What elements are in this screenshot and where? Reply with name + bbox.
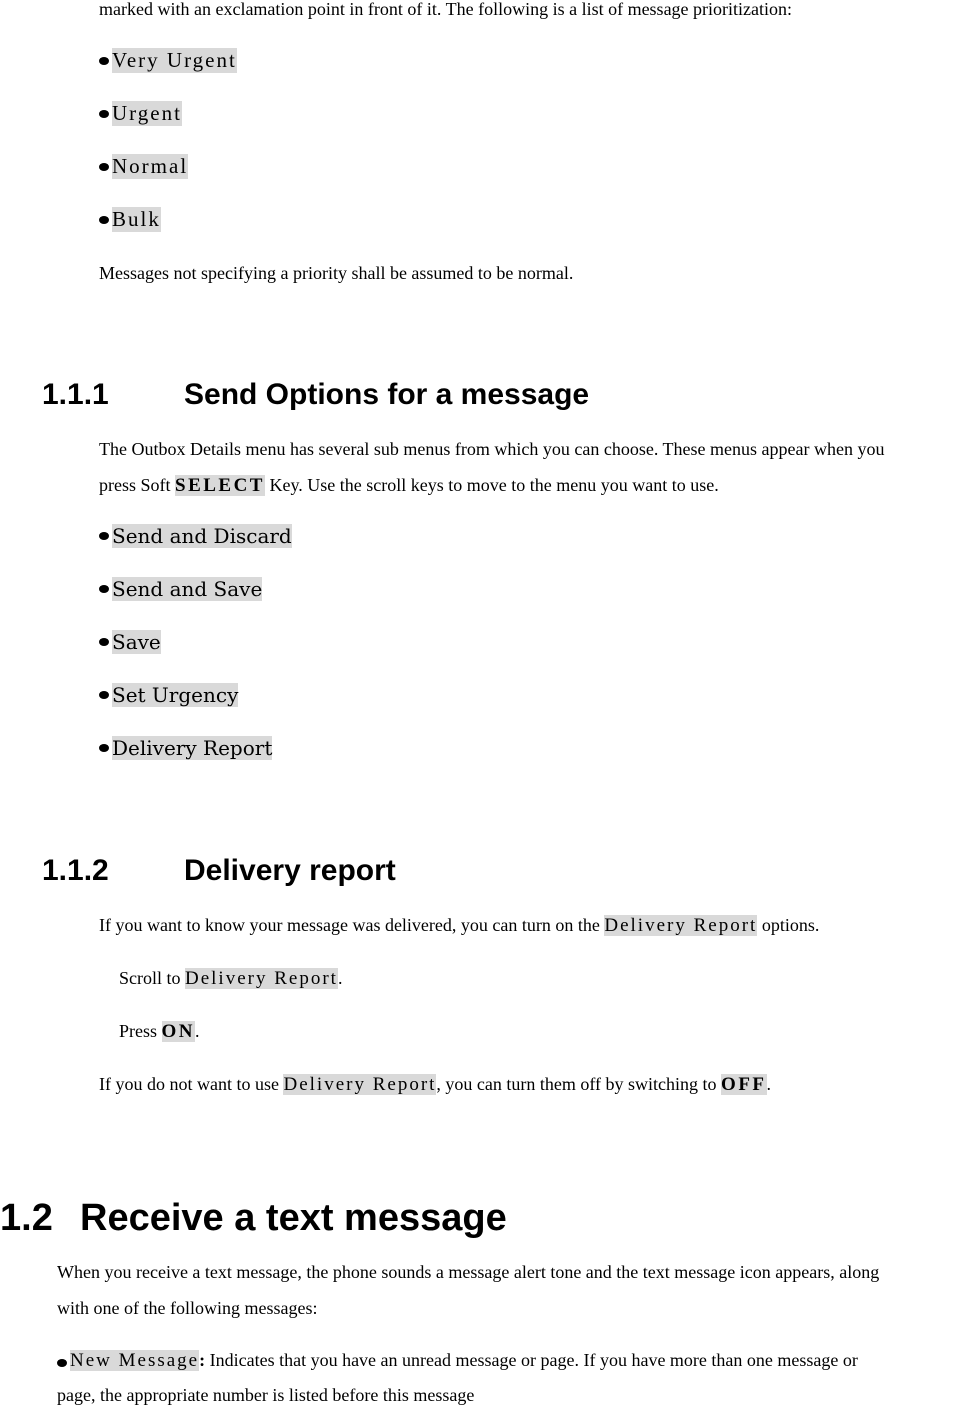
send-options-para-line1: The Outbox Details menu has several sub menus from which you can choose. These menus appear when you bbox=[99, 439, 885, 459]
text-run: options. bbox=[757, 915, 820, 935]
section-1-1-1-number: 1.1.1 bbox=[42, 378, 109, 411]
select-key-label: SELECT bbox=[175, 475, 265, 496]
text-run: press Soft bbox=[99, 475, 175, 495]
bullet-icon bbox=[99, 585, 109, 593]
delivery-report-key: Delivery Report bbox=[283, 1074, 437, 1095]
text-run: . bbox=[195, 1021, 200, 1041]
delivery-report-line1 bbox=[99, 914, 819, 937]
bullet-icon bbox=[99, 216, 109, 224]
option-label: Delivery Report bbox=[112, 736, 273, 760]
delivery-report-step1 bbox=[119, 967, 342, 990]
text-run: Indicates that you have an unread message or page. If you have more than one message or bbox=[205, 1350, 858, 1370]
section-1-2-number: 1.2 bbox=[0, 1197, 53, 1239]
option-send-and-discard bbox=[99, 524, 292, 548]
bullet-icon bbox=[99, 57, 109, 65]
priority-item-very-urgent bbox=[99, 48, 237, 73]
text-run: Key. Use the scroll keys to move to the menu you want to use. bbox=[264, 475, 719, 495]
priority-label: Urgent bbox=[112, 101, 182, 125]
section-1-1-2-number: 1.1.2 bbox=[42, 854, 109, 887]
section-1-2-title: Receive a text message bbox=[80, 1197, 507, 1239]
bullet-icon bbox=[99, 163, 109, 171]
delivery-report-step2 bbox=[119, 1020, 200, 1043]
delivery-report-line4 bbox=[99, 1073, 771, 1096]
option-delivery-report bbox=[99, 736, 272, 760]
bullet-icon bbox=[99, 532, 109, 540]
receive-para-line1: When you receive a text message, the phone sounds a message alert tone and the text message icon appears, along bbox=[57, 1262, 880, 1282]
option-label: Set Urgency bbox=[112, 683, 239, 707]
text-run: Scroll to bbox=[119, 968, 185, 988]
priority-note: Messages not specifying a priority shall be assumed to be normal. bbox=[99, 263, 574, 283]
option-send-and-save bbox=[99, 577, 262, 601]
priority-item-normal bbox=[99, 154, 188, 179]
priority-label: Very Urgent bbox=[112, 48, 237, 72]
option-save bbox=[99, 630, 161, 654]
text-run: Press bbox=[119, 1021, 162, 1041]
bullet-icon bbox=[57, 1359, 67, 1367]
text-run: , you can turn them off by switching to bbox=[436, 1074, 722, 1094]
text-run: If you want to know your message was delivered, you can turn on the bbox=[99, 915, 605, 935]
bullet-icon bbox=[99, 110, 109, 118]
intro-line: marked with an exclamation point in front of it. The following is a list of message prioritization: bbox=[99, 0, 793, 19]
off-key-label: OFF bbox=[721, 1074, 767, 1095]
send-options-para-line2 bbox=[99, 474, 719, 497]
colon: : bbox=[199, 1350, 206, 1370]
on-key-label: ON bbox=[161, 1021, 196, 1042]
delivery-report-key: Delivery Report bbox=[185, 968, 338, 989]
text-run: . bbox=[337, 968, 343, 988]
text-run: . bbox=[766, 1074, 772, 1094]
option-label: Send and Discard bbox=[112, 524, 292, 548]
priority-item-urgent bbox=[99, 101, 182, 126]
delivery-report-key: Delivery Report bbox=[604, 915, 758, 936]
bullet-icon bbox=[99, 691, 109, 699]
new-message-item bbox=[57, 1349, 858, 1372]
new-message-item-cont: page, the appropriate number is listed before this message bbox=[57, 1385, 475, 1405]
priority-item-bulk bbox=[99, 207, 161, 232]
receive-para-line2: with one of the following messages: bbox=[57, 1298, 318, 1318]
priority-label: Bulk bbox=[112, 207, 161, 231]
option-label: Save bbox=[112, 630, 161, 654]
new-message-key: New Message bbox=[70, 1350, 200, 1371]
section-1-1-1-title: Send Options for a message bbox=[184, 378, 590, 411]
bullet-icon bbox=[99, 744, 109, 752]
priority-label: Normal bbox=[112, 154, 189, 178]
text-run: If you do not want to use bbox=[99, 1074, 284, 1094]
option-set-urgency bbox=[99, 683, 238, 707]
bullet-icon bbox=[99, 638, 109, 646]
option-label: Send and Save bbox=[112, 577, 263, 601]
section-1-1-2-title: Delivery report bbox=[184, 854, 396, 887]
